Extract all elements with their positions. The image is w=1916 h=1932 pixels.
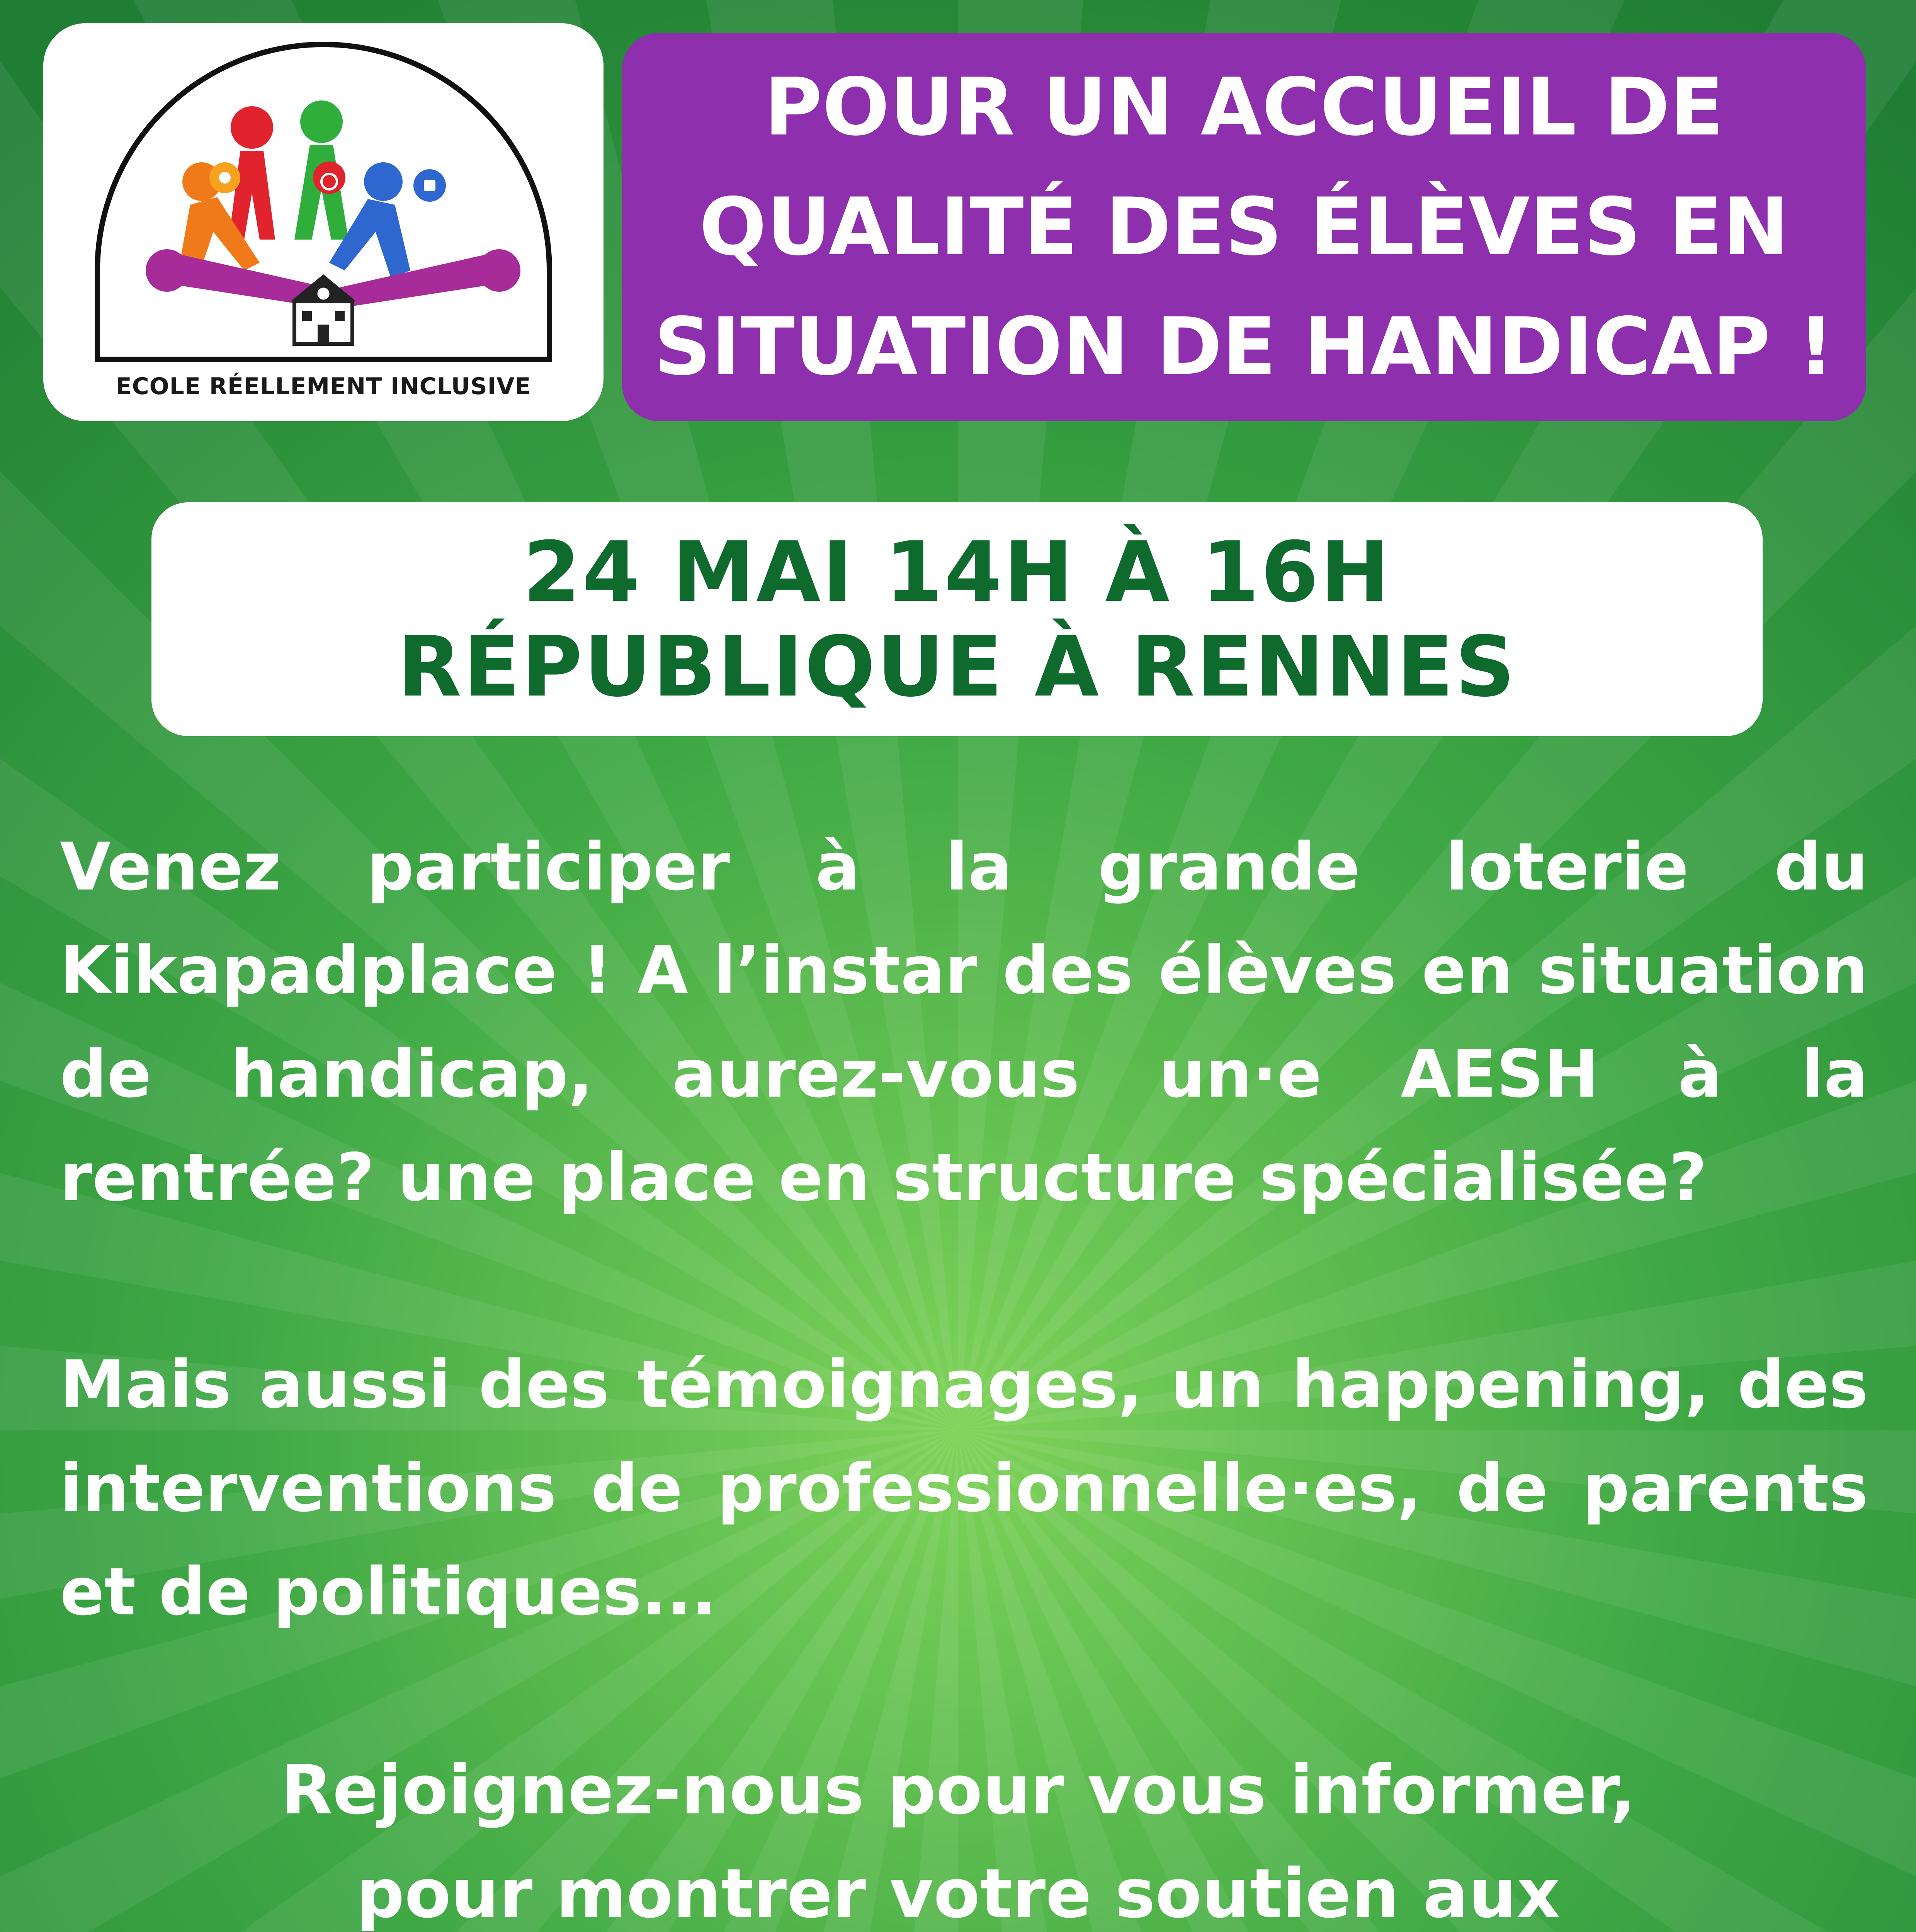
body-paragraph-3: Rejoignez-nous pour vous informer, pour montrer votre soutien aux — [281, 1751, 1636, 1932]
title-line: POUR UN ACCUEIL DE — [764, 61, 1724, 153]
title-line: QUALITÉ DES ÉLÈVES EN — [699, 181, 1789, 273]
logo-caption: ECOLE RÉELLEMENT INCLUSIVE — [116, 373, 531, 400]
body-paragraph-1: Venez participer à la grande loterie du Kikapadplace ! A l’instar des élèves en situation de handicap, aurez-vous un·e AESH à la rentrée? une place en structure spécialisée? — [60, 829, 1868, 1216]
body-paragraph-2: Mais aussi des témoignages, un happening, des interventions de professionnelle·es, de parents et de politiques... — [60, 1347, 1868, 1630]
event-location: RÉPUBLIQUE À RENNES — [398, 618, 1516, 715]
event-date-time: 24 MAI 14H À 16H — [523, 523, 1391, 621]
title-line: SITUATION DE HANDICAP ! — [654, 301, 1834, 393]
